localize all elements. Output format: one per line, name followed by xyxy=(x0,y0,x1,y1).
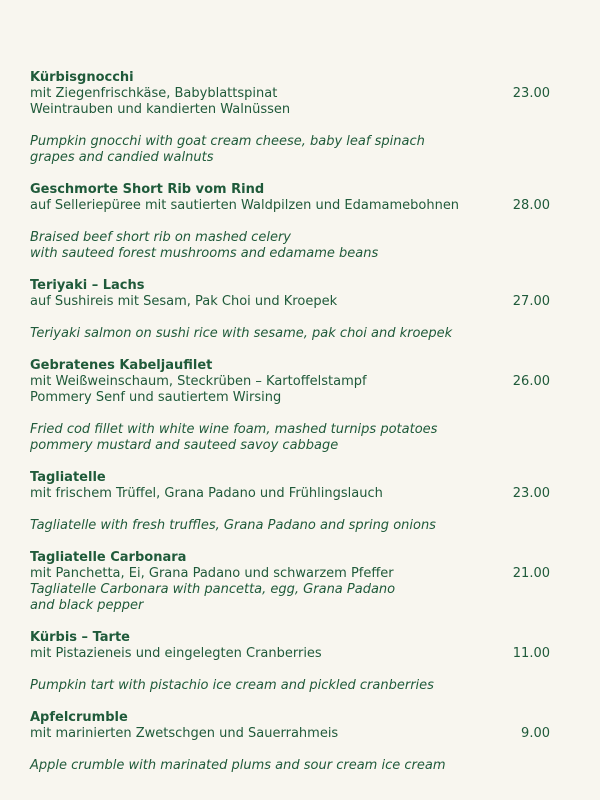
dish-description-en: with sauteed forest mushrooms and edamame beans xyxy=(30,246,379,261)
dish-title: Kürbisgnocchi xyxy=(30,70,134,85)
dish-price: 23.00 xyxy=(512,86,550,101)
dish-description-en: and black pepper xyxy=(30,598,144,613)
menu-item-tagliatelle-carbonara xyxy=(30,550,550,614)
dish-description-de: mit Ziegenfrischkäse, Babyblattspinat xyxy=(30,86,278,101)
dish-title: Apfelcrumble xyxy=(30,710,128,725)
dish-description-en: Pumpkin gnocchi with goat cream cheese, baby leaf spinach xyxy=(30,134,425,149)
dish-description-de: Weintrauben und kandierten Walnüssen xyxy=(30,102,291,117)
menu-item-apfelcrumble xyxy=(30,710,550,774)
dish-description-de: auf Sushireis mit Sesam, Pak Choi und Kroepek xyxy=(30,294,338,309)
dish-description-en: Tagliatelle Carbonara with pancetta, egg, Grana Padano xyxy=(30,582,396,597)
dish-description-de: mit Pistazieneis und eingelegten Cranberries xyxy=(30,646,322,661)
menu-item-short-rib xyxy=(30,182,550,262)
dish-price: 26.00 xyxy=(512,374,550,389)
dish-price: 21.00 xyxy=(512,566,550,581)
dish-title: Tagliatelle Carbonara xyxy=(30,550,187,565)
menu-item-kabeljaufilet xyxy=(30,358,550,454)
dish-description-de: auf Selleriepüree mit sautierten Waldpilzen und Edamamebohnen xyxy=(30,198,460,213)
dish-description-en: Tagliatelle with fresh truffles, Grana Padano and spring onions xyxy=(30,518,436,533)
dish-price: 23.00 xyxy=(512,486,550,501)
menu-item-kuerbis-tarte xyxy=(30,630,550,694)
menu-item-kuerbisgnocchi xyxy=(30,70,550,166)
dish-description-en: Teriyaki salmon on sushi rice with sesame, pak choi and kroepek xyxy=(30,326,453,341)
dish-title: Tagliatelle xyxy=(30,470,106,485)
dish-description-de: Pommery Senf und sautiertem Wirsing xyxy=(30,390,282,405)
dish-title: Gebratenes Kabeljaufilet xyxy=(30,358,213,373)
dish-description-en: Fried cod fillet with white wine foam, mashed turnips potatoes xyxy=(30,422,438,437)
dish-description-en: pommery mustard and sauteed savoy cabbage xyxy=(30,438,339,453)
menu-item-tagliatelle xyxy=(30,470,550,534)
dish-price: 27.00 xyxy=(512,294,550,309)
menu-item-teriyaki-lachs xyxy=(30,278,550,342)
dish-title: Geschmorte Short Rib vom Rind xyxy=(30,182,265,197)
dish-price: 9.00 xyxy=(521,726,550,741)
dish-description-de: mit frischem Trüffel, Grana Padano und Frühlingslauch xyxy=(30,486,383,501)
dish-description-en: Apple crumble with marinated plums and sour cream ice cream xyxy=(30,758,446,773)
dish-price: 11.00 xyxy=(512,646,550,661)
dish-title: Teriyaki – Lachs xyxy=(30,278,145,293)
dish-description-en: Pumpkin tart with pistachio ice cream and pickled cranberries xyxy=(30,678,434,693)
dish-description-de: mit Weißweinschaum, Steckrüben – Kartoffelstampf xyxy=(30,374,367,389)
dish-price: 28.00 xyxy=(512,198,550,213)
dish-description-de: mit marinierten Zwetschgen und Sauerrahmeis xyxy=(30,726,339,741)
dish-description-en: Braised beef short rib on mashed celery xyxy=(30,230,291,245)
dish-title: Kürbis – Tarte xyxy=(30,630,130,645)
dish-description-en: grapes and candied walnuts xyxy=(30,150,214,165)
dish-description-de: mit Panchetta, Ei, Grana Padano und schwarzem Pfeffer xyxy=(30,566,394,581)
